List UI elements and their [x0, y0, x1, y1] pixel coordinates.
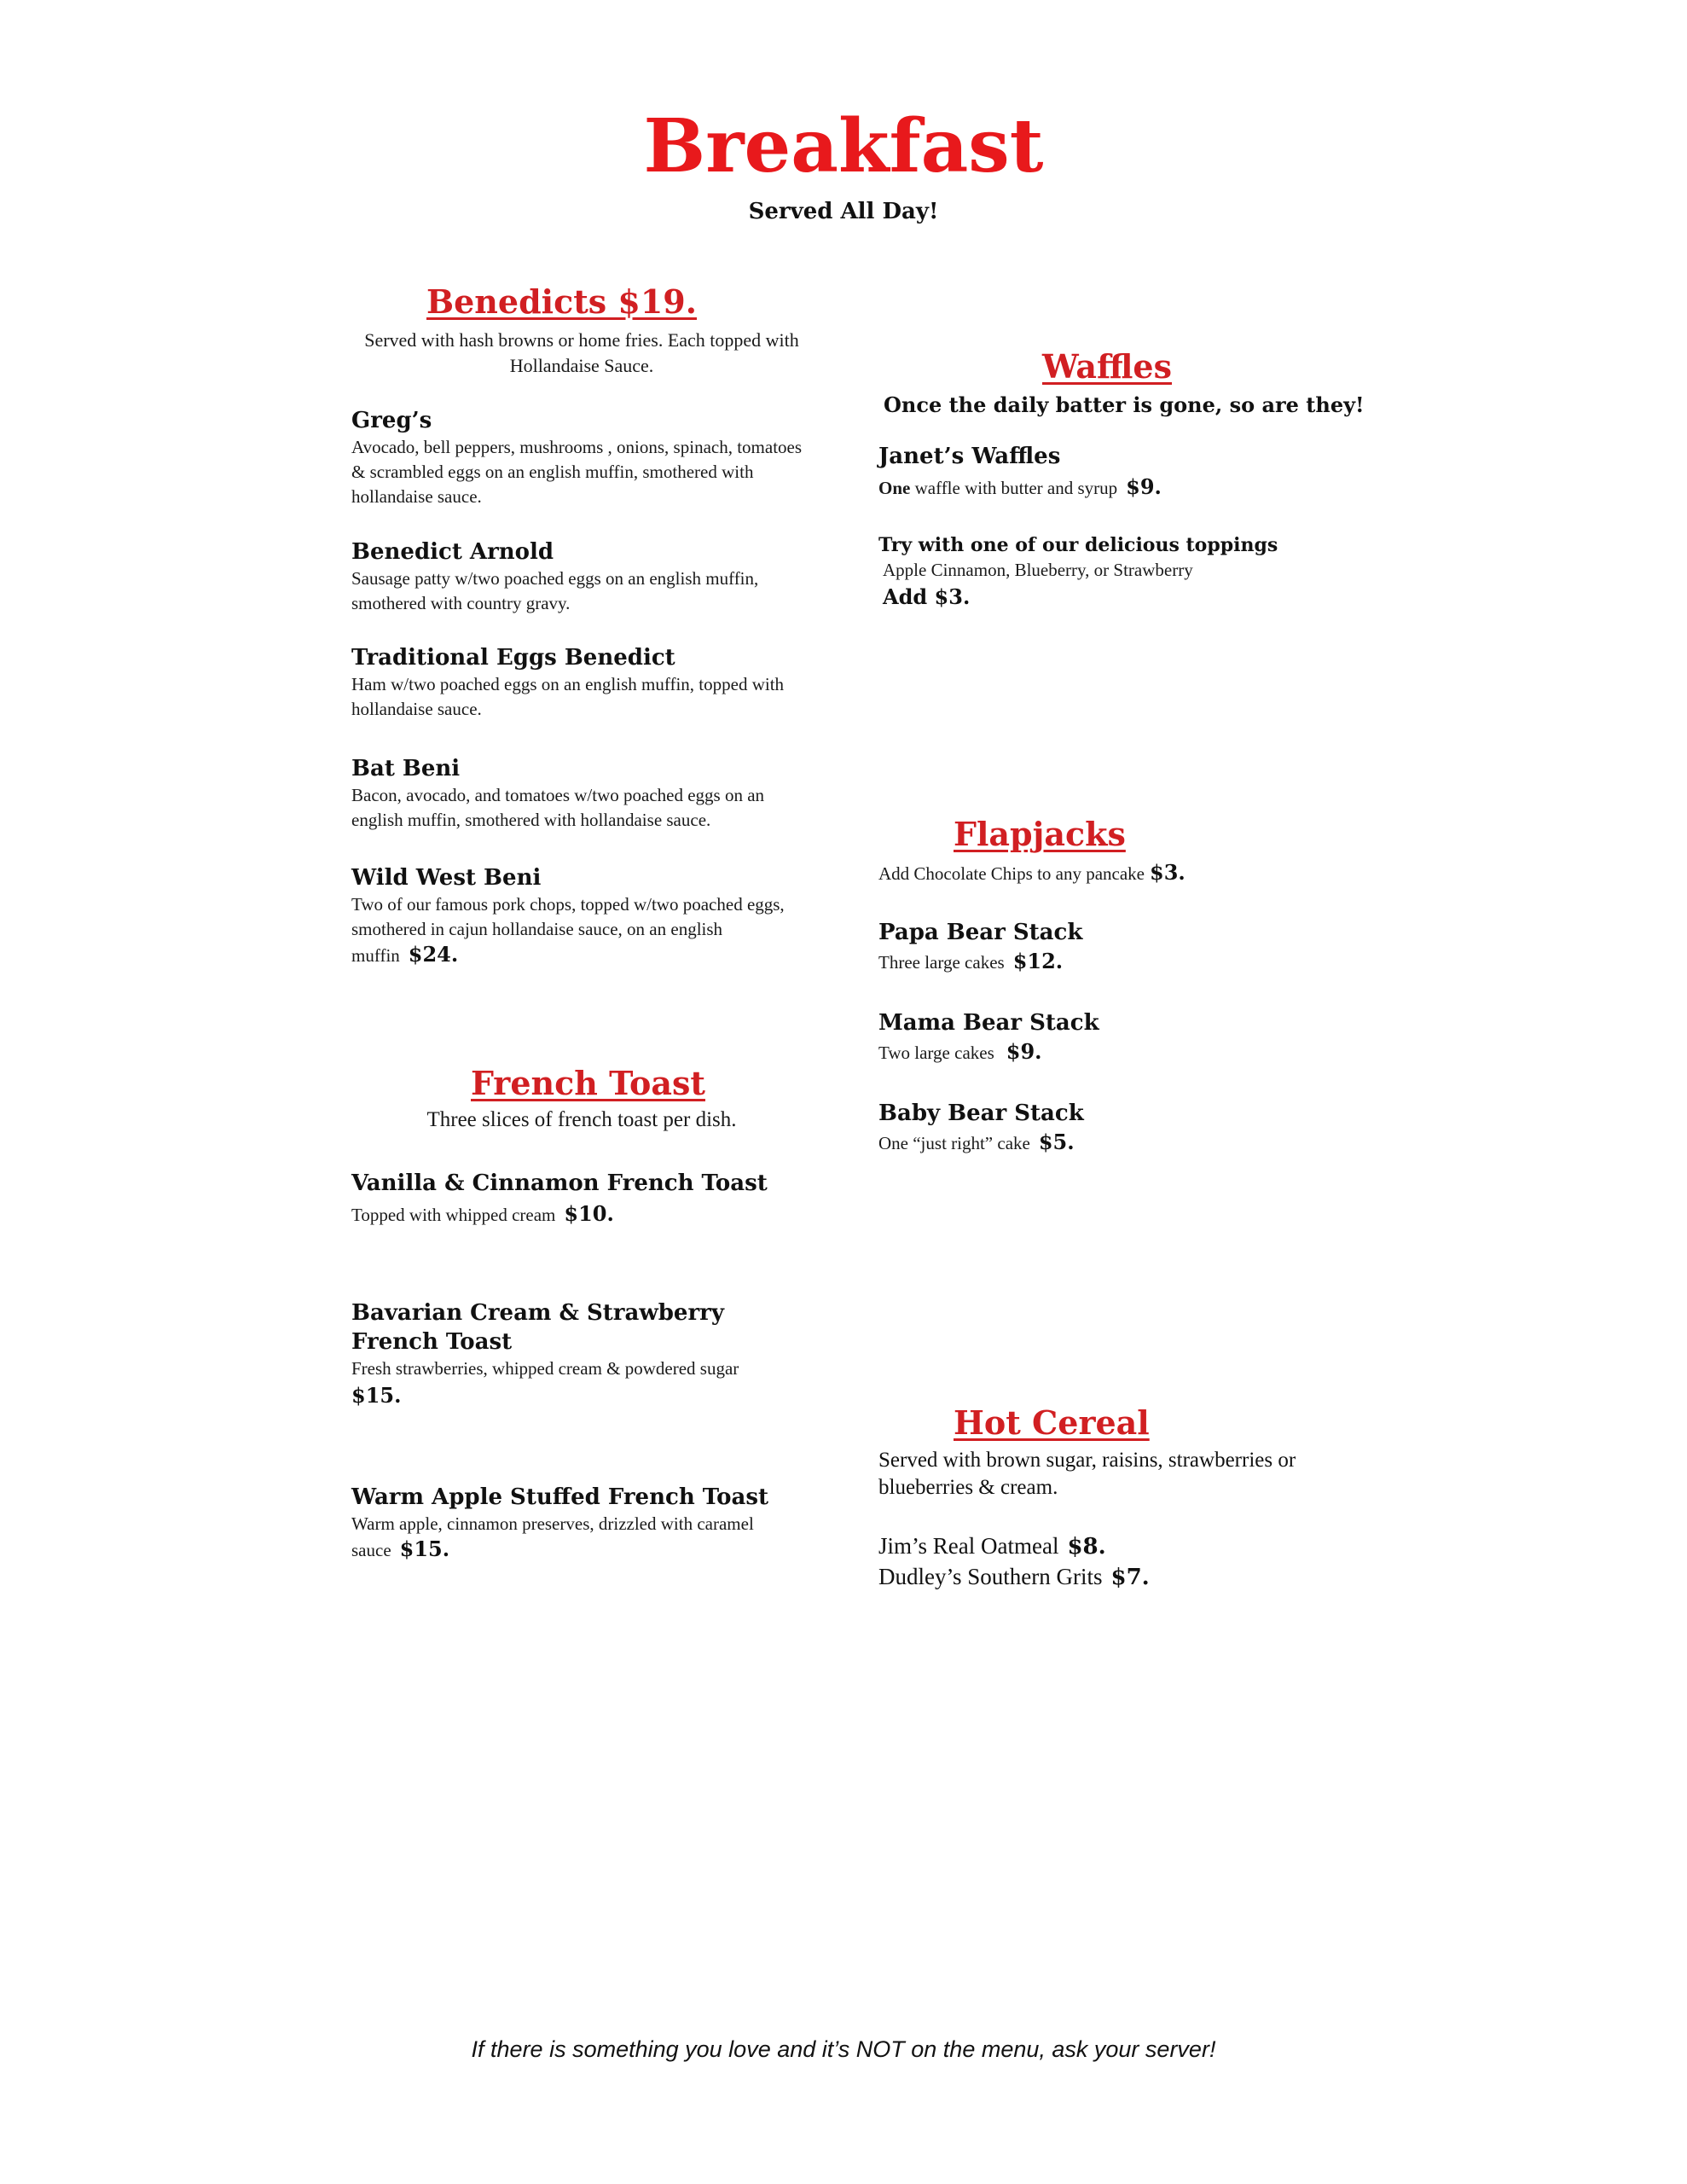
- item-name: Papa Bear Stack: [878, 920, 1083, 945]
- toppings-options: Apple Cinnamon, Blueberry, or Strawberry: [883, 560, 1193, 580]
- item-price: $12.: [1012, 949, 1064, 973]
- menu-item-gregs: [351, 406, 812, 509]
- item-price: $24.: [408, 942, 459, 967]
- menu-item-benedict-arnold: [351, 537, 812, 616]
- menu-item-traditional-eggs-benedict: [351, 643, 812, 722]
- section-title-benedicts: Benedicts $19.: [426, 282, 697, 321]
- item-desc-text: Topped with whipped cream: [351, 1205, 556, 1225]
- item-name: Jim’s Real Oatmeal: [878, 1533, 1059, 1559]
- item-name: Warm Apple Stuffed French Toast: [351, 1484, 768, 1510]
- item-name: Baby Bear Stack: [878, 1101, 1084, 1126]
- item-desc: [878, 949, 1356, 975]
- item-name: Janet’s Waffles: [878, 444, 1061, 469]
- section-note-waffles: Once the daily batter is gone, so are they!: [884, 392, 1365, 417]
- item-price: $9.: [1006, 1039, 1042, 1064]
- item-desc: [878, 1039, 1356, 1066]
- note-price: $3.: [1150, 860, 1186, 885]
- menu-item-bat-beni: [351, 754, 812, 833]
- item-desc: Ham w/two poached eggs on an english muffin, topped with hollandaise sauce.: [351, 674, 785, 719]
- item-desc: [351, 1512, 812, 1563]
- footer-note: If there is something you love and it’s NOT on the menu, ask your server!: [471, 2036, 1216, 2062]
- item-name: Traditional Eggs Benedict: [351, 645, 675, 671]
- menu-item-mama-bear-stack: [878, 1008, 1356, 1066]
- menu-item-papa-bear-stack: [878, 918, 1356, 975]
- section-title-french-toast: French Toast: [471, 1064, 705, 1102]
- menu-item-wild-west-beni: [351, 863, 812, 968]
- section-note-hot-cereal: Served with brown sugar, raisins, strawberries or blueberries & cream.: [878, 1449, 1296, 1499]
- section-note-benedicts: Served with hash browns or home fries. Each topped with Hollandaise Sauce.: [364, 329, 799, 376]
- item-desc-text: Two large cakes: [878, 1043, 994, 1063]
- section-note-french-toast: Three slices of french toast per dish.: [426, 1108, 737, 1131]
- item-price: $10.: [564, 1201, 614, 1226]
- menu-item-jims-real-oatmeal: [878, 1531, 1356, 1562]
- item-desc-text: One “just right” cake: [878, 1133, 1030, 1153]
- menu-item-dudleys-southern-grits: [878, 1561, 1356, 1593]
- item-desc-text: Two of our famous pork chops, topped w/two poached eggs, smothered in cajun hollandaise sauce, on an english muffin: [351, 894, 785, 966]
- item-desc: Avocado, bell peppers, mushrooms , onions, spinach, tomatoes & scrambled eggs on an english muffin, smothered with hollandaise sauce.: [351, 437, 803, 507]
- item-name: Benedict Arnold: [351, 539, 554, 565]
- item-desc: [878, 1130, 1356, 1156]
- menu-item-vanilla-cinnamon-french-toast: [351, 1169, 812, 1228]
- menu-item-warm-apple-stuffed-french-toast: [351, 1483, 812, 1563]
- item-name: Greg’s: [351, 408, 432, 433]
- item-desc: [878, 474, 1356, 501]
- menu-item-bavarian-cream-strawberry-french-toast: [351, 1298, 812, 1410]
- item-price: $7.: [1110, 1565, 1150, 1590]
- menu-title: Breakfast: [643, 103, 1044, 189]
- item-desc-bold: One: [878, 478, 911, 498]
- item-name: Mama Bear Stack: [878, 1010, 1099, 1036]
- menu-item-baby-bear-stack: [878, 1099, 1356, 1156]
- item-desc-text: waffle with butter and syrup: [914, 478, 1118, 498]
- section-title-flapjacks: Flapjacks: [954, 815, 1126, 853]
- item-price: $5.: [1038, 1130, 1075, 1154]
- section-title-waffles: Waffles: [1042, 347, 1172, 386]
- item-desc: [351, 1201, 812, 1228]
- toppings-add-price: Add $3.: [883, 584, 971, 609]
- item-desc: Sausage patty w/two poached eggs on an english muffin, smothered with country gravy.: [351, 568, 759, 613]
- item-name: Dudley’s Southern Grits: [878, 1564, 1103, 1589]
- item-desc-text: Three large cakes: [878, 952, 1005, 973]
- note-text: Add Chocolate Chips to any pancake: [878, 863, 1145, 884]
- item-name: Bavarian Cream & Strawberry French Toast: [351, 1300, 724, 1355]
- item-desc: Bacon, avocado, and tomatoes w/two poached eggs on an english muffin, smothered with hollandaise sauce.: [351, 785, 765, 830]
- item-price: $8.: [1067, 1534, 1106, 1560]
- section-note-flapjacks: [878, 860, 1356, 886]
- item-name: Vanilla & Cinnamon French Toast: [351, 1170, 768, 1196]
- item-name: Wild West Beni: [351, 865, 542, 891]
- item-desc-text: Warm apple, cinnamon preserves, drizzled with caramel sauce: [351, 1513, 754, 1560]
- menu-item-janets-waffles: [878, 442, 1356, 501]
- toppings-heading: Try with one of our delicious toppings: [878, 534, 1278, 556]
- item-name: Bat Beni: [351, 756, 461, 781]
- menu-subtitle: Served All Day!: [748, 199, 939, 224]
- item-price: $15.: [399, 1536, 450, 1561]
- item-price: $9.: [1126, 474, 1162, 499]
- item-price: $15.: [351, 1383, 402, 1408]
- item-desc: Fresh strawberries, whipped cream & powdered sugar: [351, 1358, 739, 1379]
- item-desc: [351, 892, 812, 968]
- waffle-toppings: [878, 532, 1356, 612]
- section-title-hot-cereal: Hot Cereal: [954, 1403, 1150, 1442]
